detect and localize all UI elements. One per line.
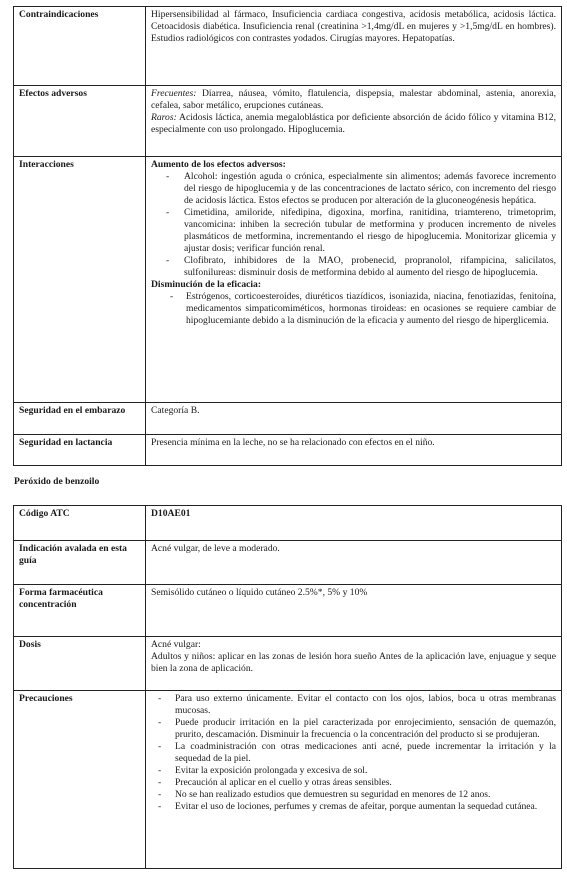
list-item-text: La coadministración con otras medicaciones anti acné, puede incrementar la irritación y la sequedad de la piel. <box>175 741 556 764</box>
precautions-cell <box>146 691 562 869</box>
list-item: - Para uso externo únicamente. Evitar el contacto con los ojos, labios, boca u otras membranas mucosas. <box>158 693 556 716</box>
dosage-form-text: Semisólido cutáneo o líquido cutáneo 2.5%*, 5% y 10% <box>146 585 562 637</box>
rare-effects-label: Raros: <box>151 112 177 123</box>
frequent-effects-label: Frecuentes: <box>151 88 197 99</box>
list-item: - No se han realizado estudios que demuestren su seguridad en menores de 12 anos. <box>158 789 491 800</box>
list-item-text: Evitar la exposición prolongada y excesiva de sol. <box>175 765 368 776</box>
atc-label: Código ATC <box>14 506 146 541</box>
precautions-label: Precauciones <box>14 691 146 869</box>
list-item-text: Estrógenos, corticoesteroides, diuréticos tiazídicos, isoniazida, niacina, fenotiazidas, fenitoína, medicamentos simpaticomiméticos, hormonas tiroideas: en ocasiones se requiere cambiar de hipoglucemiante debido a la disminución de la eficacia y aumento del riesgo de hiperglicemia. <box>186 291 556 326</box>
list-item: - Clofibrato, inhibidores de la MAO, probenecid, propranolol, rifampicina, salicilatos, sulfonilureas: disminuir dosis de metformina debido al aumento del riesgo de hipoglucemia. <box>166 255 556 278</box>
interactions-row <box>14 157 562 403</box>
dosage-form-label: Forma farmacéutica concentración <box>14 585 146 637</box>
adverse-effects-cell <box>146 86 562 157</box>
adverse-effects-row <box>14 86 562 157</box>
dosage-form-row <box>14 585 562 637</box>
adverse-effects-label: Efectos adversos <box>14 86 146 157</box>
precautions-list <box>151 693 556 813</box>
indication-row <box>14 541 562 585</box>
frequent-effects-text: Diarrea, náusea, vómito, flatulencia, dispepsia, malestar abdominal, astenia, anorexia, cefalea, sabor metálico, erupciones cutáneas. <box>151 88 556 111</box>
dose-line2: Adultos y niños: aplicar en las zonas de lesión hora sueño Antes de la aplicación lave, enjuague y seque bien la zona de aplicación. <box>151 651 556 674</box>
lactation-row <box>14 435 562 466</box>
indication-label: Indicación avalada en esta guía <box>14 541 146 585</box>
list-item: - Evitar la exposición prolongada y excesiva de sol. <box>158 765 368 776</box>
section-title: Peróxido de benzoilo <box>14 476 100 487</box>
list-item-text: No se han realizado estudios que demuestren su seguridad en menores de 12 anos. <box>175 789 491 800</box>
dose-line1: Acné vulgar: <box>151 639 201 650</box>
list-item: - Alcohol: ingestión aguda o crónica, especialmente sin alimentos; además favorece incremento del riesgo de hipoglucemia y de las concentraciones de lactato sérico, con incremento del riesgo de acidosis láctica. Estos efectos se producen por alteración de la gluconeogénesis hepática. <box>166 171 556 206</box>
benzoyl-peroxide-table <box>13 505 562 869</box>
atc-row <box>14 506 562 541</box>
frequent-effects-paragraph <box>151 88 556 112</box>
list-item-text: Cimetidina, amiloride, nifedipina, digoxina, morfina, ranitidina, triamtereno, trimetoprim, vancomicina: inhiben la secreción tubular de metformina y producen incremento de niveles plasmáticos de metformina, incrementando el riesgo de hipoglucemia. Monitorizar glicemia y ajustar dosis; verificar función renal. <box>184 207 556 254</box>
list-item: - Precaución al aplicar en el cuello y otras áreas sensibles. <box>158 777 392 788</box>
list-item-text: Evitar el uso de lociones, perfumes y cremas de afeitar, porque aumentan la sequedad cutánea. <box>175 801 538 812</box>
increase-effects-list <box>151 171 556 279</box>
list-item: - Puede producir irritación en la piel caracterizada por enrojecimiento, sensación de quemazón, prurito, descamación. Disminuir la frecuencia o la concentración del producto si se produjeran. <box>158 717 556 740</box>
list-item: - Evitar el uso de lociones, perfumes y cremas de afeitar, porque aumentan la sequedad cutánea. <box>158 801 538 812</box>
contraindications-text: Hipersensibilidad al fármaco, Insuficiencia cardiaca congestiva, acidosis metabólica, acidosis láctica. Cetoacidosis diabética. Insuficiencia renal (creatinina >1,4mg/dL en mujeres y >1,5mg/dL en hombres). Estudios radiológicos con contrastes yodados. Cirugías mayores. Hepatopatías. <box>151 9 556 44</box>
list-item-text: Puede producir irritación en la piel caracterizada por enrojecimiento, sensación de quemazón, prurito, descamación. Disminuir la frecuencia o la concentración del producto si se produjeran. <box>175 717 556 740</box>
contraindications-cell <box>146 7 562 86</box>
contraindications-label: Contraindicaciones <box>14 7 146 86</box>
increase-effects-heading: Aumento de los efectos adversos: <box>151 159 286 170</box>
dose-label: Dosis <box>14 637 146 691</box>
dose-cell <box>146 637 562 691</box>
rare-effects-paragraph <box>151 112 556 136</box>
pregnancy-label: Seguridad en el embarazo <box>14 403 146 435</box>
rare-effects-text: Acidosis láctica, anemia megaloblástica por deficiente absorción de ácido fólico y vitamina B12, especialmente con uso prolongado. Hipoglucemia. <box>151 112 556 135</box>
list-item-text: Clofibrato, inhibidores de la MAO, probenecid, propranolol, rifampicina, salicilatos, sulfonilureas: disminuir dosis de metformina debido al aumento del riesgo de hipoglucemia. <box>184 255 556 278</box>
metformin-drug-table <box>13 6 562 466</box>
lactation-text: Presencia mínima en la leche, no se ha relacionado con efectos en el niño. <box>146 435 562 466</box>
contraindications-row <box>14 7 562 86</box>
decrease-efficacy-list <box>151 291 556 327</box>
indication-text: Acné vulgar, de leve a moderado. <box>146 541 562 585</box>
precautions-row <box>14 691 562 869</box>
decrease-efficacy-heading: Disminución de la eficacia: <box>151 279 262 290</box>
pregnancy-text: Categoría B. <box>146 403 562 435</box>
list-item: - Estrógenos, corticoesteroides, diuréticos tiazídicos, isoniazida, niacina, fenotiazidas, fenitoína, medicamentos simpaticomiméticos, hormonas tiroideas: en ocasiones se requiere cambiar de hipoglucemiante debido a la disminución de la eficacia y aumento del riesgo de hiperglicemia. <box>170 291 556 326</box>
list-item-text: Alcohol: ingestión aguda o crónica, especialmente sin alimentos; además favorece incremento del riesgo de hipoglucemia y de las concentraciones de lactato sérico, con incremento del riesgo de acidosis láctica. Estos efectos se producen por alteración de la gluconeogénesis hepática. <box>184 171 556 206</box>
pregnancy-row <box>14 403 562 435</box>
list-item-text: Precaución al aplicar en el cuello y otras áreas sensibles. <box>175 777 392 788</box>
list-item: - Cimetidina, amiloride, nifedipina, digoxina, morfina, ranitidina, triamtereno, trimetoprim, vancomicina: inhiben la secreción tubular de metformina y producen incremento de niveles plasmáticos de metformina, incrementando el riesgo de hipoglucemia. Monitorizar glicemia y ajustar dosis; verificar función renal. <box>166 207 556 254</box>
interactions-cell <box>146 157 562 403</box>
list-item-text: Para uso externo únicamente. Evitar el contacto con los ojos, labios, boca u otras membranas mucosas. <box>175 693 556 716</box>
list-item: - La coadministración con otras medicaciones anti acné, puede incrementar la irritación y la sequedad de la piel. <box>158 741 556 764</box>
atc-code: D10AE01 <box>146 506 562 541</box>
lactation-label: Seguridad en lactancia <box>14 435 146 466</box>
dose-row <box>14 637 562 691</box>
interactions-label: Interacciones <box>14 157 146 403</box>
